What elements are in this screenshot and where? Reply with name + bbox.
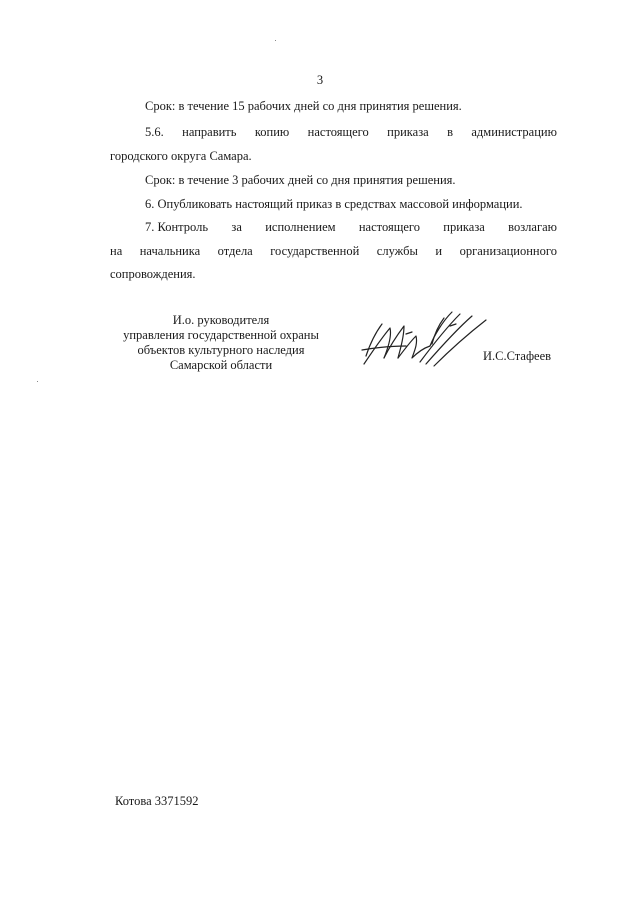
paragraph-6: 6. Опубликовать настоящий приказ в средствах массовой информации. (145, 197, 523, 211)
paragraph-5-6-line-2: городского округа Самара. (110, 149, 252, 163)
word: приказа (387, 125, 429, 139)
word: приказа (443, 220, 485, 234)
word: настоящего (358, 220, 420, 234)
word: начальника (139, 244, 201, 258)
word: возлагаю (508, 220, 557, 234)
scan-speck (37, 381, 38, 382)
word: организационного (459, 244, 557, 258)
deadline-paragraph-1: Срок: в течение 15 рабочих дней со дня принятия решения. (145, 99, 462, 113)
word: настоящего (307, 125, 369, 139)
position-line: управления государственной охраны (123, 328, 319, 342)
word: копию (254, 125, 290, 139)
deadline-paragraph-2: Срок: в течение 3 рабочих дней со дня принятия решения. (145, 173, 456, 187)
signatory-position (100, 313, 342, 373)
word: за (231, 220, 242, 234)
word: службы (376, 244, 418, 258)
word: администрацию (471, 125, 557, 139)
handwritten-signature (360, 306, 495, 372)
word: государственной (270, 244, 360, 258)
word: 5.6. (145, 125, 164, 139)
word: в (447, 125, 453, 139)
word: и (435, 244, 443, 258)
signature-stroke (364, 328, 391, 364)
position-line: объектов культурного наследия (137, 343, 305, 357)
signature-stroke (366, 324, 382, 356)
word: исполнением (265, 220, 336, 234)
executor-footer: Котова 3371592 (115, 794, 199, 808)
paragraph-5-6-line-1 (145, 124, 557, 140)
word: на (110, 244, 123, 258)
scan-speck (275, 40, 276, 41)
paragraph-7-line-3: сопровождения. (110, 267, 196, 281)
paragraph-7-line-1 (145, 219, 557, 235)
word: направить (182, 125, 237, 139)
page-number: 3 (316, 73, 324, 87)
word: отдела (217, 244, 253, 258)
paragraph-7-line-2 (110, 243, 557, 259)
position-line: Самарской области (169, 358, 273, 372)
word: 7. Контроль (145, 220, 209, 234)
signer-name: И.С.Стафеев (483, 349, 552, 363)
position-line: И.о. руководителя (172, 313, 270, 327)
signature-stroke (420, 314, 460, 362)
